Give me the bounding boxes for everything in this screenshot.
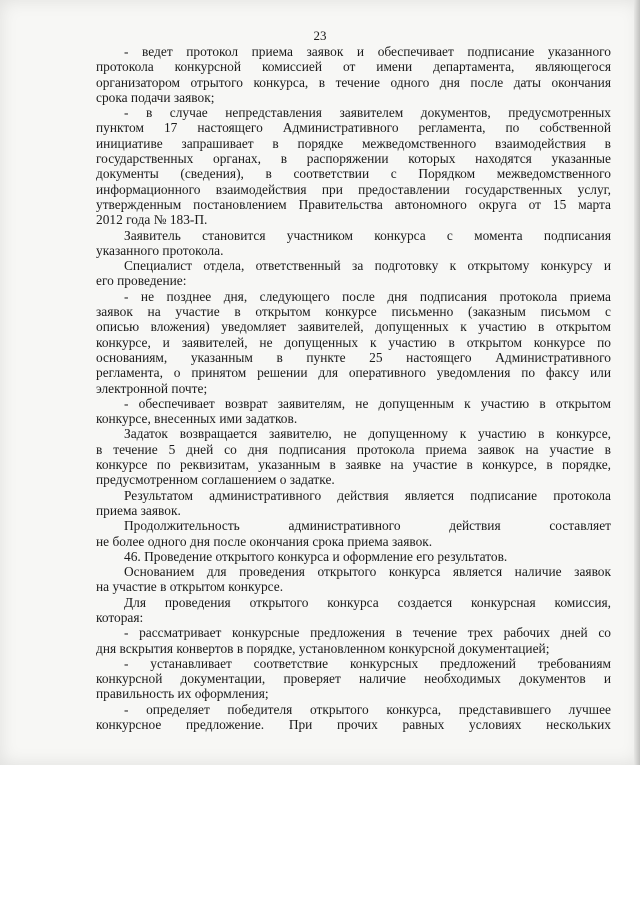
text-line: срока подачи заявок; [96,89,215,105]
text-line: организатором отрытого конкурса, в течение одного дня после даты окончания [96,74,611,90]
text-line: правильность их оформления; [96,686,269,702]
text-line: заявок на участие в открытом конкурсе письменно (заказным письмом с [96,304,611,320]
text-line: не более одного дня после окончания срока приема заявок. [96,533,433,549]
text-line: его проведение: [96,273,187,289]
text-line: - ведет протокол приема заявок и обеспечивает подписание указанного [124,44,611,59]
text-line: основаниям, указанным в пункте 25 настоящего Административного [96,349,611,365]
text-line: конкурсное предложение. При прочих равных условиях нескольких [96,717,611,733]
text-line: протокола конкурсной комиссией от имени департамента, являющегося [96,59,611,75]
text-line: - в случае непредставления заявителем документов, предусмотренных [124,105,611,121]
text-line: Результатом административного действия является подписание протокола [124,487,611,503]
text-line: документы (сведения), в соответствии с Порядком межведомственного [96,166,611,182]
text-line: на участие в открытом конкурсе. [96,579,284,595]
text-line: в течение 5 дней со дня подписания протокола приема заявок на участие в [96,441,611,457]
text-line: дня вскрытия конвертов в порядке, установленном конкурсной документацией; [96,640,550,656]
text-line: электронной почте; [96,380,208,396]
document-body [96,44,611,732]
text-line: конкурсе, внесенных ими задатков. [96,411,298,427]
text-line: утвержденным постановлением Правительства автономного округа от 15 марта [96,196,611,212]
text-line: Основанием для проведения открытого конкурса является наличие заявок [124,564,611,580]
text-line: Для проведения открытого конкурса создается конкурсная комиссия, [124,594,611,610]
text-line: - обеспечивает возврат заявителям, не допущенным к участию в открытом [124,395,611,411]
text-line: указанного протокола. [96,242,224,258]
page-number: 23 [313,28,327,43]
text-line: Задаток возвращается заявителю, не допущенному к участию в конкурсе, [124,426,611,442]
text-line: которая: [96,609,144,625]
text-line: государственных органах, в распоряжении которых находятся указанные [96,151,611,167]
text-line: инициативе запрашивает в порядке межведомственного взаимодействия в [96,135,611,151]
text-line: предусмотренном соглашением о задатке. [96,472,335,488]
text-line: - рассматривает конкурсные предложения в течение трех рабочих дней со [124,625,611,641]
text-line: конкурсе, и заявителей, не допущенных к участию в открытом конкурсе по [96,334,611,350]
text-line: описью вложения) уведомляет заявителей, допущенных к участию в открытом [96,319,611,335]
text-line: - устанавливает соответствие конкурсных предложений требованиям [124,655,611,671]
text-line: информационного взаимодействия при предоставлении государственных услуг, [96,181,611,197]
scan-shadow-edge [634,0,640,765]
text-line: пунктом 17 настоящего Административного регламента, по собственной [96,120,611,136]
text-line: приема заявок. [96,502,181,518]
text-line: конкурсной документации, проверяет наличие необходимых документов и [96,671,611,687]
text-line: регламента, о принятом решении для оперативного уведомления по факсу или [96,365,611,381]
text-line: - определяет победителя открытого конкурса, представившего лучшее [124,701,611,717]
text-line: 46. Проведение открытого конкурса и оформление его результатов. [124,548,508,564]
text-line: Заявитель становится участником конкурса с момента подписания [124,227,611,243]
text-line: - не позднее дня, следующего после дня подписания протокола приема [124,288,611,304]
text-line: 2012 года № 183-П. [96,212,208,228]
text-line: Продолжительность административного действия составляет [124,518,611,534]
text-line: Специалист отдела, ответственный за подготовку к открытому конкурсу и [124,258,611,274]
text-line: конкурсе по реквизитам, указанным в заявке на участие в конкурсе, в порядке, [96,457,611,473]
